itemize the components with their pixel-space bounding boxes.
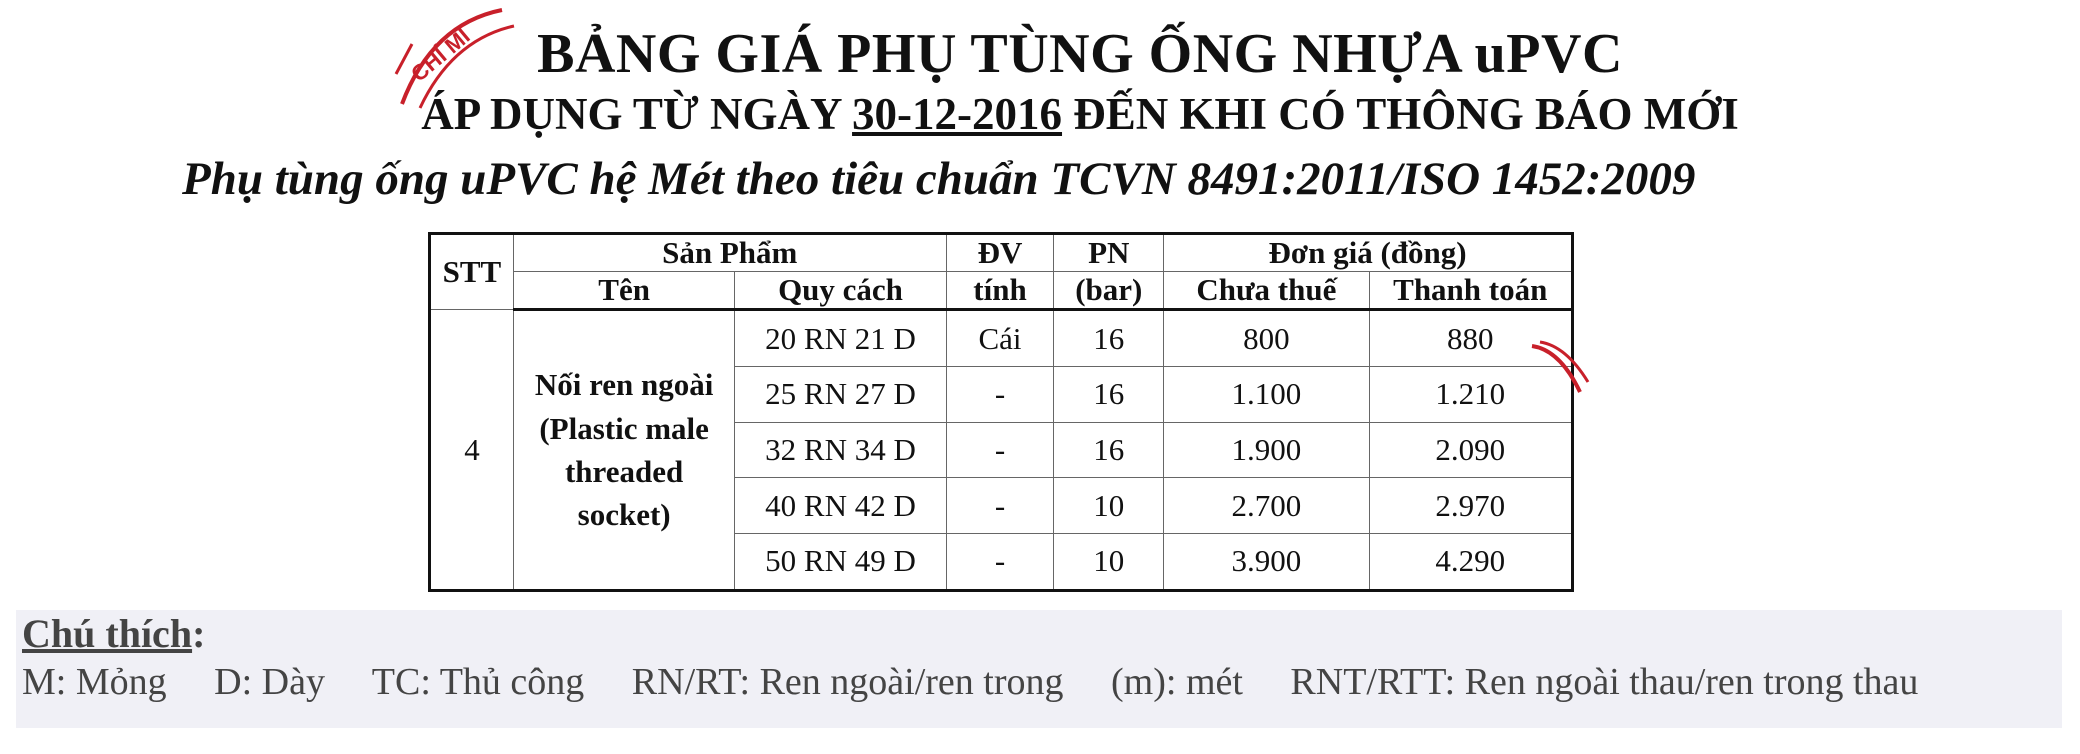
subtitle-suffix: ĐẾN KHI CÓ THÔNG BÁO MỚI [1073, 89, 1739, 139]
header-chua-thue: Chưa thuế [1164, 272, 1369, 310]
cell-chua-thue: 2.700 [1164, 478, 1369, 534]
header-stt: STT [430, 234, 514, 310]
red-stamp-mark [1530, 340, 1590, 400]
cell-thanh-toan: 2.090 [1369, 422, 1572, 478]
note-item: M: Mỏng [22, 661, 167, 703]
cell-chua-thue: 800 [1164, 310, 1369, 367]
standard-line: Phụ tùng ống uPVC hệ Mét theo tiêu chuẩn TCVN 8491:2011/ISO 1452:2009 [182, 153, 1696, 205]
cell-dv: - [946, 478, 1054, 534]
notes-title [22, 610, 205, 657]
cell-pn: 16 [1054, 367, 1164, 423]
cell-quy-cach: 32 RN 34 D [735, 422, 946, 478]
group-stt: 4 [430, 310, 514, 591]
cell-chua-thue: 3.900 [1164, 533, 1369, 590]
svg-text:CHÍ MI: CHÍ MI [406, 23, 475, 87]
note-item: D: Dày [214, 661, 325, 703]
cell-thanh-toan: 2.970 [1369, 478, 1572, 534]
note-item: TC: Thủ công [371, 661, 585, 703]
note-item: RNT/RTT: Ren ngoài thau/ren trong thau [1290, 661, 1919, 703]
header-pn-line2: (bar) [1054, 272, 1164, 310]
header-don-gia: Đơn giá (đồng) [1164, 234, 1573, 272]
header-dv-line2: tính [946, 272, 1054, 310]
cell-dv: Cái [946, 310, 1054, 367]
cell-dv: - [946, 367, 1054, 423]
header-ten: Tên [513, 272, 735, 310]
cell-thanh-toan: 1.210 [1369, 367, 1572, 423]
note-item: RN/RT: Ren ngoài/ren trong [631, 661, 1064, 703]
effective-date: 30-12-2016 [852, 89, 1063, 139]
cell-pn: 16 [1054, 422, 1164, 478]
product-name-line: socket) [577, 497, 671, 533]
notes-title-colon: : [192, 611, 206, 656]
header-san-pham: Sản Phẩm [513, 234, 946, 272]
cell-chua-thue: 1.100 [1164, 367, 1369, 423]
cell-dv: - [946, 533, 1054, 590]
legend-notes [16, 610, 2062, 728]
price-table [428, 232, 1574, 592]
note-item: (m): mét [1111, 661, 1243, 703]
cell-chua-thue: 1.900 [1164, 422, 1369, 478]
header-thanh-toan: Thanh toán [1369, 272, 1572, 310]
product-name [513, 310, 735, 591]
cell-quy-cach: 20 RN 21 D [735, 310, 946, 367]
page-title: BẢNG GIÁ PHỤ TÙNG ỐNG NHỰA uPVC [537, 23, 1623, 85]
header-pn-line1: PN [1054, 234, 1164, 272]
cell-quy-cach: 50 RN 49 D [735, 533, 946, 590]
cell-thanh-toan: 880 [1369, 310, 1572, 367]
cell-dv: - [946, 422, 1054, 478]
cell-quy-cach: 40 RN 42 D [735, 478, 946, 534]
subtitle-prefix: ÁP DỤNG TỪ NGÀY [421, 89, 841, 139]
product-name-line: threaded [564, 454, 684, 489]
cell-quy-cach: 25 RN 27 D [735, 367, 946, 423]
cell-pn: 10 [1054, 533, 1164, 590]
header-dv-line1: ĐV [946, 234, 1054, 272]
cell-thanh-toan: 4.290 [1369, 533, 1572, 590]
header-quy-cach: Quy cách [735, 272, 946, 310]
product-name-line: Nối ren ngoài [534, 367, 714, 403]
notes-items [22, 660, 1956, 704]
notes-title-text: Chú thích [22, 611, 193, 656]
product-name-line: (Plastic male [539, 410, 709, 446]
header-row-2 [430, 272, 1573, 310]
header-row-1 [430, 234, 1573, 272]
cell-pn: 10 [1054, 478, 1164, 534]
effective-date-line [0, 88, 2080, 140]
cell-pn: 16 [1054, 310, 1164, 367]
table-row [430, 310, 1573, 367]
